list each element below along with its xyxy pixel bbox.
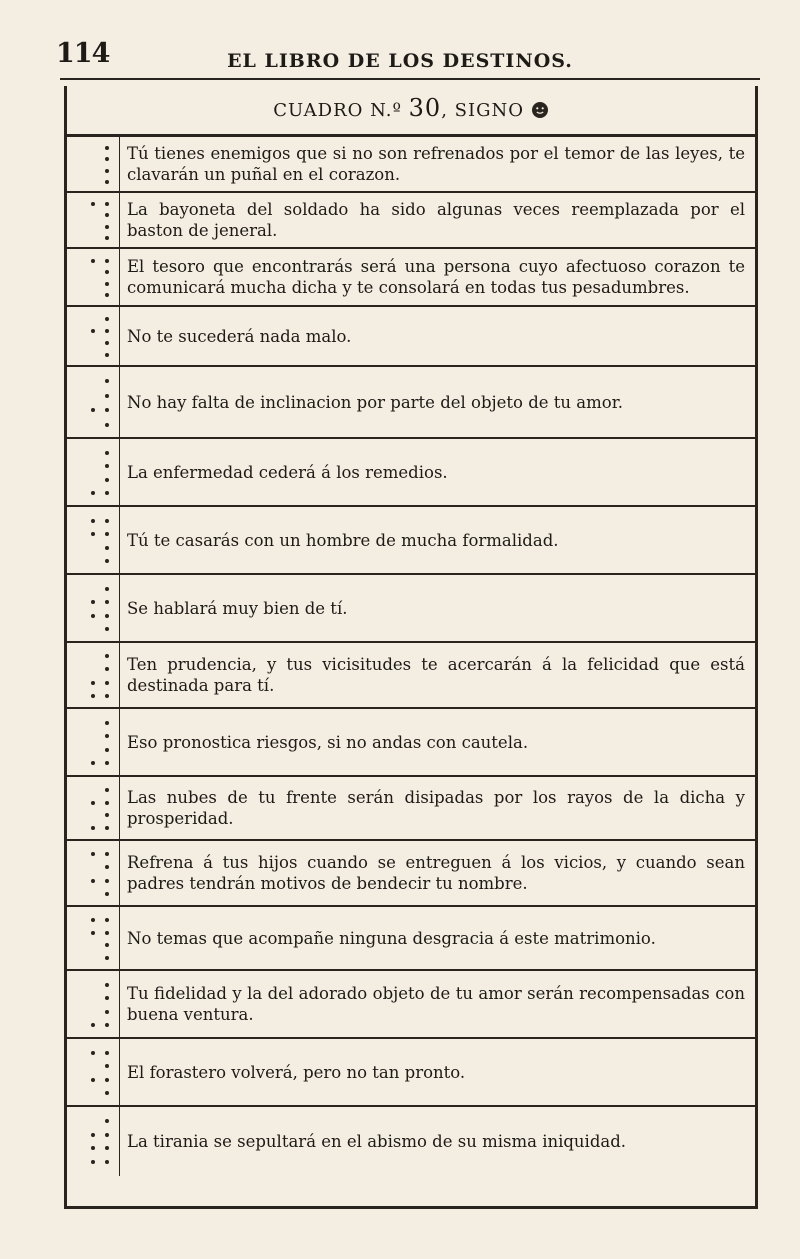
dot-mark <box>105 519 109 523</box>
dot-mark <box>91 879 95 883</box>
dot-mark <box>91 1023 95 1027</box>
dot-pattern <box>67 1107 120 1176</box>
dot-mark <box>105 225 109 229</box>
dot-pattern <box>67 137 120 191</box>
dot-mark <box>105 983 109 987</box>
oracle-row <box>67 575 755 643</box>
dot-mark <box>105 1023 109 1027</box>
dot-mark <box>91 408 95 412</box>
oracle-text <box>127 971 745 1037</box>
oracle-text <box>127 1039 745 1105</box>
oracle-row <box>67 841 755 907</box>
dot-mark <box>105 931 109 935</box>
dot-mark <box>91 918 95 922</box>
dot-mark <box>91 1051 95 1055</box>
dot-mark <box>105 1133 109 1137</box>
oracle-row <box>67 249 755 307</box>
dot-pattern <box>67 507 120 573</box>
dot-mark <box>105 259 109 263</box>
dot-mark <box>91 801 95 805</box>
dot-mark <box>105 1146 109 1150</box>
dot-pattern <box>67 643 120 707</box>
running-head: EL LIBRO DE LOS DESTINOS. <box>227 50 573 72</box>
dot-mark <box>105 546 109 550</box>
dot-pattern <box>67 709 120 775</box>
dot-mark <box>91 259 95 263</box>
dot-pattern <box>67 307 120 365</box>
dot-mark <box>105 1064 109 1068</box>
dot-mark <box>105 379 109 383</box>
dot-mark <box>105 667 109 671</box>
dot-mark <box>105 293 109 297</box>
dot-mark <box>105 1119 109 1123</box>
dot-mark <box>105 852 109 856</box>
dot-mark <box>105 654 109 658</box>
dot-mark <box>105 478 109 482</box>
oracle-text <box>127 249 745 305</box>
oracle-row <box>67 709 755 777</box>
header-rule <box>60 78 760 80</box>
dot-mark <box>105 788 109 792</box>
oracle-row <box>67 643 755 709</box>
oracle-row <box>67 307 755 367</box>
oracle-row <box>67 367 755 439</box>
dot-mark <box>105 761 109 765</box>
dot-mark <box>105 1078 109 1082</box>
dot-pattern <box>67 971 120 1037</box>
dot-mark <box>105 956 109 960</box>
dot-mark <box>91 491 95 495</box>
cuadro-number: 30 <box>408 94 442 122</box>
dot-mark <box>105 694 109 698</box>
oracle-text-content: La enfermedad cederá á los remedios. <box>127 462 448 482</box>
dot-mark <box>105 943 109 947</box>
dot-mark <box>105 600 109 604</box>
dot-mark <box>91 202 95 206</box>
oracle-text-content: Tú te casarás con un hombre de mucha formalidad. <box>127 530 559 550</box>
dot-mark <box>105 236 109 240</box>
dot-pattern <box>67 439 120 505</box>
dot-mark <box>105 1091 109 1095</box>
dot-mark <box>105 918 109 922</box>
dot-pattern <box>67 367 120 437</box>
oracle-text <box>127 307 745 365</box>
dot-mark <box>105 282 109 286</box>
dot-mark <box>91 1133 95 1137</box>
dot-mark <box>91 519 95 523</box>
dot-mark <box>105 865 109 869</box>
dot-mark <box>105 532 109 536</box>
oracle-text <box>127 507 745 573</box>
dot-mark <box>105 892 109 896</box>
dot-mark <box>105 614 109 618</box>
dot-pattern <box>67 841 120 905</box>
oracle-text <box>127 907 745 969</box>
oracle-text-content: No te sucederá nada malo. <box>127 326 352 346</box>
oracle-row <box>67 971 755 1039</box>
dot-mark <box>105 1010 109 1014</box>
dot-mark <box>105 270 109 274</box>
dot-mark <box>105 813 109 817</box>
dot-mark <box>105 627 109 631</box>
dot-pattern <box>67 907 120 969</box>
oracle-text-content: Tú tienes enemigos que si no son refrenados por el temor de las leyes, te clavarán un puñal en el corazon. <box>127 144 745 184</box>
dot-mark <box>105 491 109 495</box>
oracle-text <box>127 193 745 247</box>
dot-mark <box>91 1146 95 1150</box>
dot-mark <box>105 451 109 455</box>
dot-mark <box>105 826 109 830</box>
dot-pattern <box>67 777 120 839</box>
oracle-row <box>67 193 755 249</box>
dot-mark <box>105 329 109 333</box>
dot-mark <box>105 408 109 412</box>
dot-mark <box>91 761 95 765</box>
oracle-text-content: El tesoro que encontrarás será una persona cuyo afectuoso corazon te comunicará mucha dicha y te consolará en todas tus pesadumbres. <box>127 257 745 297</box>
oracle-text <box>127 575 745 641</box>
dot-mark <box>105 146 109 150</box>
cuadro-label: CUADRO N.º <box>273 100 402 121</box>
oracle-text-content: El forastero volverá, pero no tan pronto. <box>127 1062 466 1082</box>
dot-mark <box>105 317 109 321</box>
dot-mark <box>91 614 95 618</box>
dot-mark <box>105 879 109 883</box>
dot-mark <box>91 600 95 604</box>
oracle-row <box>67 777 755 841</box>
oracle-text <box>127 1107 745 1176</box>
dot-mark <box>91 1160 95 1164</box>
oracle-text-content: Ten prudencia, y tus vicisitudes te acercarán á la felicidad que está destinada para tí. <box>127 655 745 695</box>
oracle-text <box>127 841 745 905</box>
oracle-text-content: Refrena á tus hijos cuando se entreguen á los vicios, y cuando sean padres tendrán motivos de bendecir tu nombre. <box>127 853 745 893</box>
oracle-row <box>67 907 755 971</box>
dot-mark <box>105 559 109 563</box>
dot-mark <box>105 748 109 752</box>
dot-mark <box>91 329 95 333</box>
dot-mark <box>105 801 109 805</box>
dot-mark <box>105 996 109 1000</box>
oracle-text <box>127 137 745 191</box>
dot-mark <box>105 341 109 345</box>
oracle-text-content: Se hablará muy bien de tí. <box>127 598 348 618</box>
oracle-text-content: La tirania se sepultará en el abismo de su misma iniquidad. <box>127 1132 627 1151</box>
dot-mark <box>105 423 109 427</box>
dot-mark <box>105 157 109 161</box>
dot-pattern <box>67 1039 120 1105</box>
oracle-text-content: No hay falta de inclinacion por parte del objeto de tu amor. <box>127 392 624 412</box>
oracle-text-content: No temas que acompañe ninguna desgracia á este matrimonio. <box>127 928 656 948</box>
dot-mark <box>105 734 109 738</box>
oracle-row <box>67 1039 755 1107</box>
dot-mark <box>91 694 95 698</box>
dot-mark <box>105 180 109 184</box>
oracle-table <box>67 137 755 1206</box>
dot-mark <box>105 353 109 357</box>
dot-pattern <box>67 575 120 641</box>
dot-mark <box>105 721 109 725</box>
oracle-row <box>67 439 755 507</box>
oracle-row <box>67 507 755 575</box>
dot-mark <box>105 169 109 173</box>
oracle-text-content: Tu fidelidad y la del adorado objeto de tu amor serán recompensadas con buena ventura. <box>127 984 745 1024</box>
dot-mark <box>91 532 95 536</box>
oracle-text-content: Las nubes de tu frente serán disipadas por los rayos de la dicha y prosperidad. <box>127 788 745 828</box>
oracle-row <box>67 137 755 193</box>
dot-mark <box>105 1051 109 1055</box>
dot-mark <box>105 213 109 217</box>
oracle-text <box>127 643 745 707</box>
sun-face-icon <box>531 101 549 124</box>
dot-pattern <box>67 193 120 247</box>
oracle-text <box>127 709 745 775</box>
dot-mark <box>91 931 95 935</box>
dot-mark <box>105 587 109 591</box>
signo-label: , SIGNO <box>441 100 524 121</box>
oracle-row <box>67 1107 755 1176</box>
oracle-text <box>127 777 745 839</box>
dot-mark <box>105 464 109 468</box>
oracle-text-content: La bayoneta del soldado ha sido algunas veces reemplazada por el baston de jeneral. <box>127 200 745 240</box>
dot-mark <box>105 681 109 685</box>
dot-mark <box>105 1160 109 1164</box>
dot-mark <box>105 394 109 398</box>
dot-mark <box>105 202 109 206</box>
dot-pattern <box>67 249 120 305</box>
dot-mark <box>91 852 95 856</box>
dot-mark <box>91 1078 95 1082</box>
oracle-text <box>127 439 745 505</box>
oracle-text-content: Eso pronostica riesgos, si no andas con cautela. <box>127 732 529 752</box>
dot-mark <box>91 826 95 830</box>
page-number: 114 <box>56 38 110 69</box>
cuadro-title <box>64 94 758 124</box>
oracle-text <box>127 367 745 437</box>
dot-mark <box>91 681 95 685</box>
